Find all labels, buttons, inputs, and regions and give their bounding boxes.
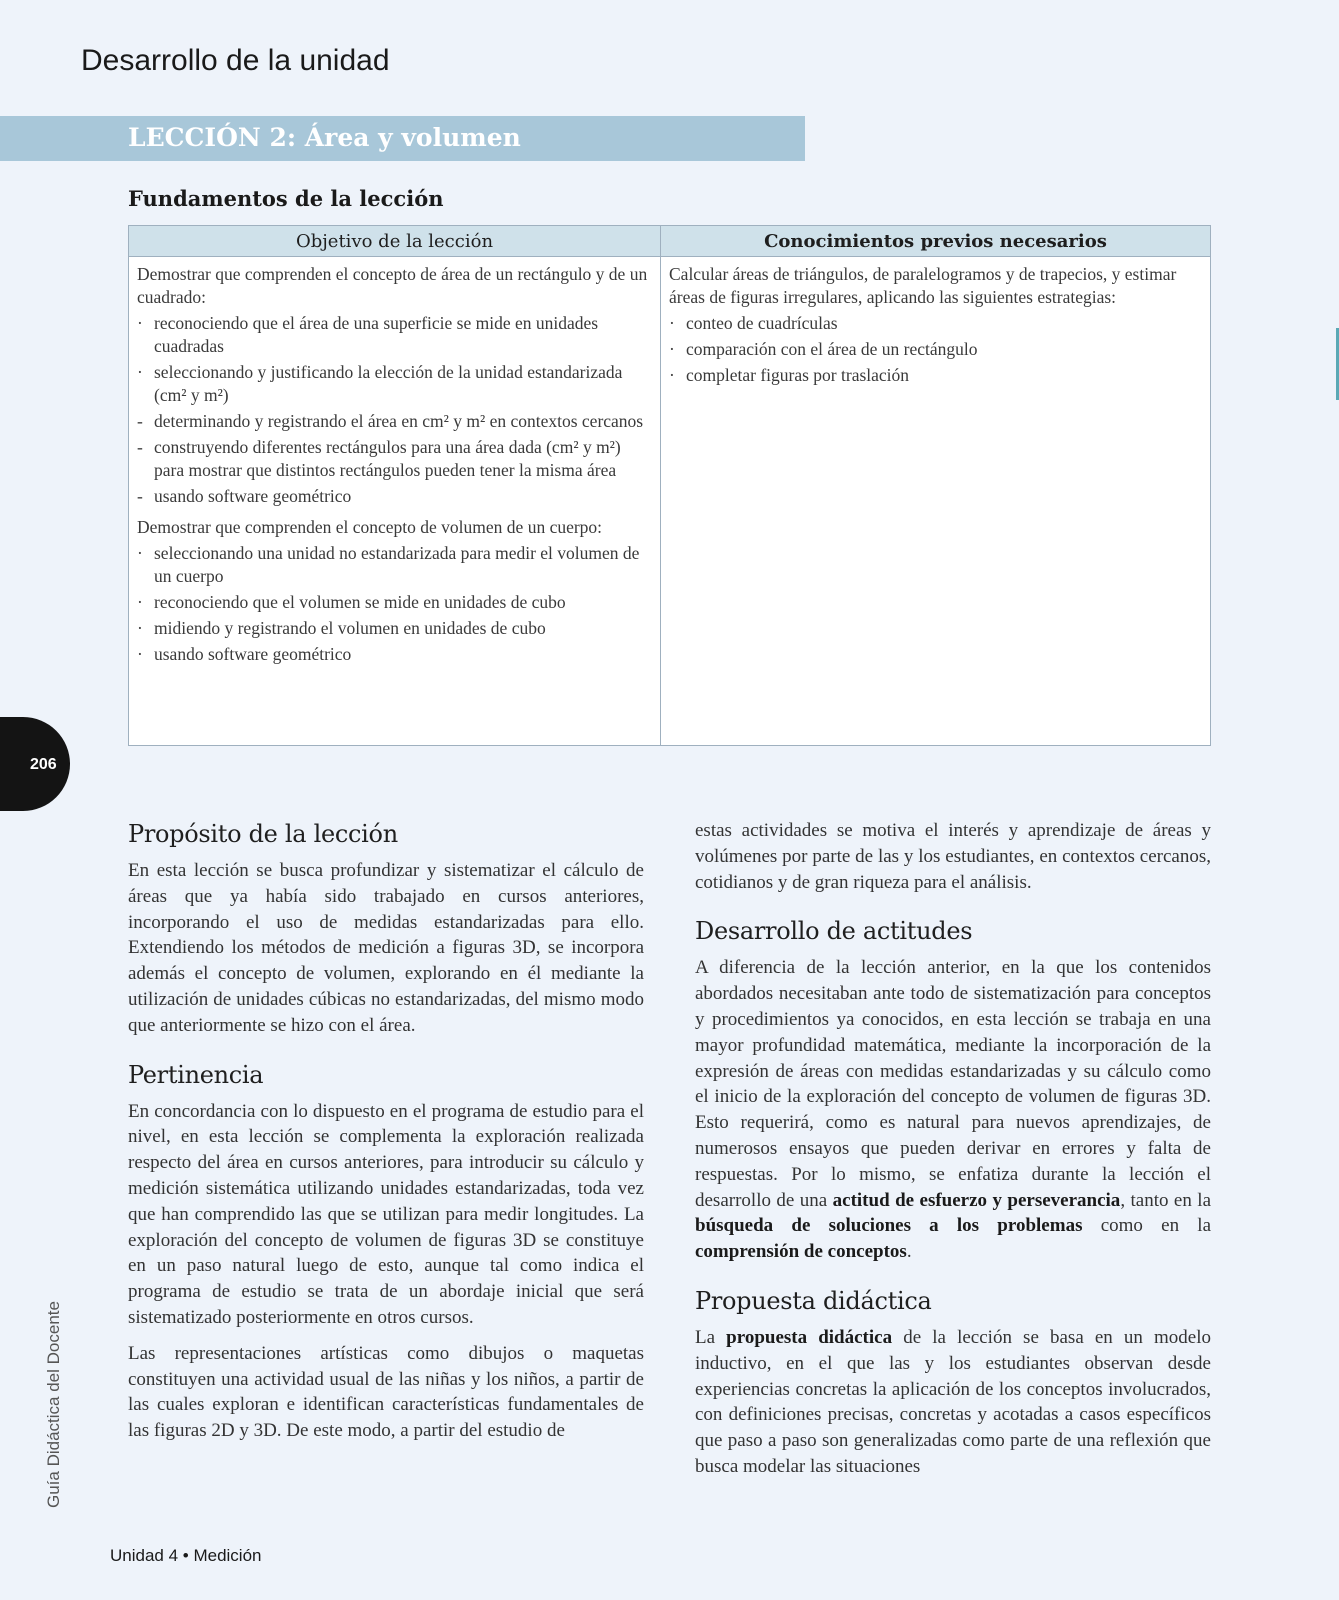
text-run: La (695, 1326, 727, 1348)
bullet-marker: - (137, 486, 143, 506)
bullet-marker: · (669, 339, 675, 359)
bullet-marker: · (137, 313, 143, 333)
side-guide-label: Guía Didáctica del Docente (44, 1301, 63, 1508)
bullet-marker: - (137, 411, 143, 431)
propuesta-text (695, 1325, 1211, 1480)
page-heading: Desarrollo de la unidad (81, 44, 390, 77)
emphasis-busqueda: búsqueda de soluciones a los problemas (695, 1215, 1083, 1237)
left-column (128, 820, 644, 1454)
list-item (137, 410, 652, 433)
pertinencia-text-2: Las representaciones artísticas como dibujos o maquetas constituyen una actividad usual de las niñas y los niños, a partir de las cuales exploran e identifican características fundamentales de las figuras 2D y 3D. De este modo, a partir del estudio de (128, 1342, 644, 1442)
text-run: A diferencia de la lección anterior, en la que los contenidos abordados necesitaban ante todo de sistematización para conceptos y procedimientos ya conocidos, en esta lección se trabaja en una mayor profundidad matemática, mediante la incorporación de la expresión de áreas con medidas estandarizadas y su cálculo como el inicio de la exploración del concepto de volumen de figuras 3D. Esto requerirá, como es natural para nuevos aprendizajes, de numerosos ensayos que pueden derivar en errores y falta de respuestas. Por lo mismo, se enfatiza durante la lección el desarrollo de una (695, 957, 1211, 1211)
table-header-conocimientos: Conocimientos previos necesarios (661, 226, 1211, 257)
list-item-text: usando software geométrico (154, 644, 352, 664)
objetivo-intro-area: Demostrar que comprenden el concepto de área de un rectángulo y de un cuadrado: (137, 264, 648, 307)
propuesta-heading: Propuesta didáctica (695, 1286, 932, 1315)
objetivo-area-list (137, 312, 652, 508)
objetivo-volumen-list (137, 542, 652, 666)
emphasis-esfuerzo: actitud de esfuerzo y perseverancia (832, 1189, 1121, 1211)
bullet-marker: · (669, 313, 675, 333)
pertinencia-text-1: En concordancia con lo dispuesto en el programa de estudio para el nivel, en esta lección se complementa la exploración realizada respecto del área en cursos anteriores, para introducir su cálculo y medición sistemática utilizando unidades estandarizadas, toda vez que han comprendido las que se utilizan para medir longitudes. La exploración del concepto de volumen de figuras 3D se constituye en un paso natural luego de esto, aunque tal como indica el programa de estudio se trata de un abordaje inicial que será sistematizado posteriormente en otros cursos. (128, 1100, 644, 1328)
list-item-text: midiendo y registrando el volumen en unidades de cubo (154, 618, 546, 638)
objetivo-intro-volumen: Demostrar que comprenden el concepto de volumen de un cuerpo: (137, 517, 603, 537)
actitudes-heading: Desarrollo de actitudes (695, 917, 973, 946)
bullet-marker: · (137, 618, 143, 638)
fundamentos-title: Fundamentos de la lección (128, 186, 444, 211)
list-item (137, 436, 652, 482)
list-item-text: reconociendo que el área de una superficie se mide en unidades cuadradas (154, 313, 599, 356)
list-item (137, 643, 652, 666)
text-run: , tanto en la (1120, 1189, 1211, 1211)
pertinencia-heading: Pertinencia (128, 1060, 264, 1089)
conocimientos-list (669, 312, 1202, 387)
conocimientos-cell (661, 257, 1211, 746)
list-item-text: reconociendo que el volumen se mide en unidades de cubo (154, 592, 566, 612)
list-item (669, 364, 1202, 387)
text-run: . (906, 1241, 912, 1263)
footer-unit-label: Unidad 4 • Medición (110, 1546, 262, 1565)
objetivo-cell (129, 257, 661, 746)
text-run: de la lección se basa en un modelo inductivo, en el que las y los estudiantes observan desde experiencias concretas la aplicación de los conceptos involucrados, con definiciones precisas, concretas y acotadas a casos específicos que paso a paso son generalizadas como parte de una reflexión que busca modelar las situaciones (695, 1326, 1211, 1477)
bullet-marker: · (137, 362, 143, 382)
right-column (695, 818, 1211, 1490)
emphasis-propuesta: propuesta didáctica (726, 1326, 893, 1348)
list-item-text: comparación con el área de un rectángulo (686, 339, 978, 359)
proposito-heading: Propósito de la lección (128, 820, 398, 848)
bullet-marker: - (137, 437, 143, 457)
lesson-title: LECCIÓN 2: Área y volumen (128, 123, 521, 152)
continuation-text: estas actividades se motiva el interés y aprendizaje de áreas y volúmenes por parte de las y los estudiantes, en contextos cercanos, cotidianos y de gran riqueza para el análisis. (695, 820, 1211, 893)
list-item (137, 617, 652, 640)
list-item-text: seleccionando una unidad no estandarizada para medir el volumen de un cuerpo (154, 543, 640, 586)
text-run: como en la (1082, 1215, 1211, 1237)
list-item-text: determinando y registrando el área en cm² y m² en contextos cercanos (154, 411, 644, 431)
conocimientos-intro: Calcular áreas de triángulos, de paralelogramos y de trapecios, y estimar áreas de figuras irregulares, aplicando las siguientes estrategias: (669, 264, 1177, 307)
list-item-text: conteo de cuadrículas (686, 313, 838, 333)
bullet-marker: · (137, 644, 143, 664)
list-item (137, 542, 652, 588)
list-item (137, 591, 652, 614)
list-item (137, 485, 652, 508)
fundamentos-table (128, 225, 1211, 746)
list-item (137, 312, 652, 358)
page-number: 206 (30, 756, 57, 773)
table-header-objetivo: Objetivo de la lección (129, 226, 661, 257)
list-item (137, 361, 652, 407)
list-item-text: construyendo diferentes rectángulos para una área dada (cm² y m²) para mostrar que distintos rectángulos pueden tener la misma área (154, 437, 621, 480)
actitudes-text (695, 955, 1211, 1265)
proposito-text: En esta lección se busca profundizar y sistematizar el cálculo de áreas que ya había sido trabajado en cursos anteriores, incorporando el uso de medidas estandarizadas para ello. Extendiendo los métodos de medición a figuras 3D, se incorpora además el concepto de volumen, explorando en él mediante la utilización de unidades cúbicas no estandarizadas, del mismo modo que anteriormente se hizo con el área. (128, 860, 644, 1036)
list-item-text: seleccionando y justificando la elección de la unidad estandarizada (cm² y m²) (154, 362, 623, 405)
list-item (669, 338, 1202, 361)
list-item-text: usando software geométrico (154, 486, 352, 506)
bullet-marker: · (669, 365, 675, 385)
bullet-marker: · (137, 543, 143, 563)
list-item (669, 312, 1202, 335)
bullet-marker: · (137, 592, 143, 612)
emphasis-comprension: comprensión de conceptos (695, 1241, 907, 1263)
list-item-text: completar figuras por traslación (686, 365, 910, 385)
